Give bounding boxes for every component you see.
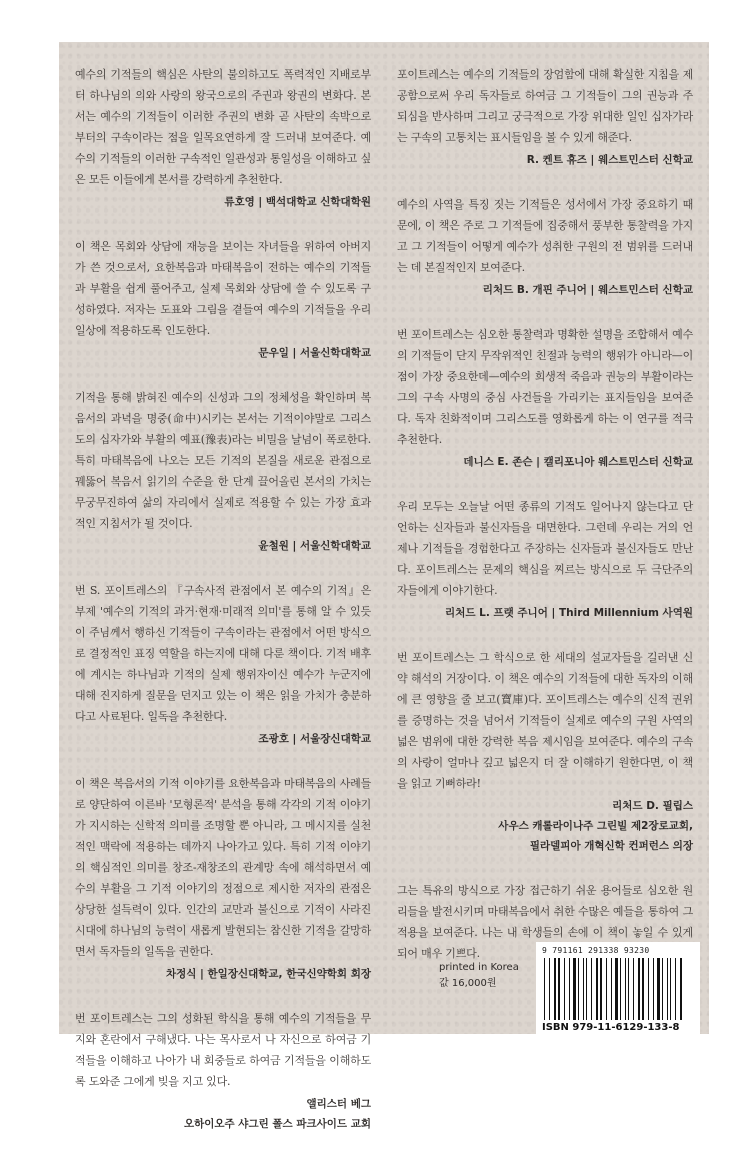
attribution-line: 조광호 | 서울장신대학교: [258, 733, 371, 745]
attribution-line: 데니스 E. 존슨 | 캘리포니아 웨스트민스터 신학교: [463, 456, 693, 468]
attribution-line: 필라델피아 개혁신학 컨퍼런스 의장: [529, 840, 693, 852]
review-text: 번 포이트레스는 심오한 통찰력과 명확한 설명을 조합해서 예수의 기적들이 단지 무작위적인 친절과 능력의 행위가 아니라—이 점이 가장 중요한데—예수의 희생적 죽음과 권능의 부활이라는 그의 구속 사명의 중심 사건들을 가리키는 표지들임을 보여준다. 독자 친화적이며 그리스도를 영화롭게 하는 이 연구를 적극 추천한다.: [397, 328, 693, 446]
reviews-left-column: [75, 64, 371, 1158]
review-text: 그는 특유의 방식으로 가장 접근하기 쉬운 용어들로 심오한 원리들을 발전시키며 마태복음에서 취한 수많은 예들을 통하여 그 적용을 보여준다. 나는 내 학생들의 손에 이 책이 놓일 수 있게 되어 매우 기쁘다.: [397, 884, 693, 960]
review-text: 이 책은 목회와 상담에 재능을 보이는 자녀들을 위하여 아버지가 쓴 것으로서, 요한복음과 마태복음이 전하는 예수의 기적들과 부활을 쉽게 풀어주고, 실제 목회와 상담에 쓸 수 있도록 구성하였다. 저자는 도표와 그림을 곁들여 예수의 기적들을 우리 일상에 적용하도록 인도한다.: [75, 240, 371, 337]
attribution-line: R. 켄트 휴즈 | 웨스트민스터 신학교: [526, 154, 693, 166]
reviews-right-column: [397, 64, 693, 1010]
printed-in-label: printed in Korea: [439, 962, 519, 973]
attribution-line: 리처드 L. 프랫 주니어 | Third Millennium 사역원: [445, 607, 693, 619]
review-block: [397, 64, 693, 170]
review-block: [397, 647, 693, 856]
review-block: [75, 387, 371, 556]
attribution-line: 류호영 | 백석대학교 신학대학원: [224, 196, 371, 208]
review-attribution: [397, 280, 693, 300]
price-label: 값 16,000원: [439, 978, 497, 989]
review-attribution: [397, 603, 693, 623]
review-text: 기적을 통해 밝혀진 예수의 신성과 그의 정체성을 확인하며 복음서의 과녁을 명중(命中)시키는 본서는 기적이야말로 그리스도의 십자가와 부활의 예표(豫表)라는 비밀을 날넘이 폭로한다. 특히 마태복음에 나오는 모든 기적의 본질을 새로운 관점으로 꿰뚫어 복음서 읽기의 수준을 한 단계 끌어올린 본서의 가치는 무궁무진하여 삶의 자리에서 실제로 적용할 수 있는 가장 효과적인 지침서가 될 것이다.: [75, 391, 371, 530]
attribution-line: 리처드 B. 개핀 주니어 | 웨스트민스터 신학교: [482, 284, 693, 296]
barcode-digits: 9 791161 291338 93230: [542, 946, 650, 955]
attribution-line: 오하이오주 샤그린 폴스 파크사이드 교회: [183, 1118, 371, 1130]
review-block: [397, 194, 693, 300]
review-block: [397, 324, 693, 472]
isbn-text: ISBN 979-11-6129-133-8: [542, 1022, 680, 1033]
attribution-line: 사우스 캐롤라이나주 그린빌 제2장로교회,: [498, 820, 693, 832]
review-text: 번 포이트레스는 그 학식으로 한 세대의 설교자들을 길러낸 신약 해석의 거장이다. 이 책은 예수의 기적들에 대한 독자의 이해에 큰 영향을 줄 보고(寶庫)다. 포이트레스는 예수의 신적 권위를 증명하는 것을 넘어서 기적들이 실제로 예수의 구원 사역의 넓은 범위에 대한 강력한 복음 제시임을 보여준다. 예수의 구속의 사랑이 얼마나 깊고 넓은지 더 잘 이해하기 원한다면, 이 책을 읽고 기뻐하라!: [397, 651, 693, 790]
attribution-line: 윤철원 | 서울신학대학교: [258, 540, 371, 552]
review-block: [75, 1008, 371, 1134]
review-text: 번 S. 포이트레스의 『구속사적 관점에서 본 예수의 기적』은 부제 '예수의 기적의 과거·현재·미래적 의미'를 통해 알 수 있듯이 주님께서 행하신 기적들이 구속이라는 관점에서 어떤 방식으로 결정적인 표징 역할을 하는지에 대해 다룬 책이다. 기적 배후에 계시는 하나님과 기적의 실제 행위자이신 예수가 누군지에 대해 진지하게 질문을 던지고 있는 이 책은 읽을 가치가 충분하다고 사료된다. 일독을 추천한다.: [75, 584, 371, 723]
review-attribution: [75, 1094, 371, 1134]
review-block: [397, 496, 693, 623]
review-block: [75, 64, 371, 212]
barcode-block: [536, 942, 700, 1038]
review-text: 포이트레스는 예수의 기적들의 장엄함에 대해 확실한 지침을 제공함으로써 우리 독자들로 하여금 그 기적들이 그의 권능과 주되심을 반사하며 그리고 궁극적으로 가장 위대한 일인 십자가라는 구속의 고통치는 표시들임을 볼 수 있게 해준다.: [397, 68, 693, 144]
review-attribution: [75, 729, 371, 749]
print-info: [439, 960, 519, 992]
barcode-image: [542, 958, 694, 1020]
review-block: [75, 236, 371, 363]
cover-panel: [59, 42, 709, 1130]
review-attribution: [75, 536, 371, 556]
review-attribution: [397, 150, 693, 170]
review-text: 이 책은 복음서의 기적 이야기를 요한복음과 마태복음의 사례들로 양단하여 이른바 '모형론적' 분석을 통해 각각의 기적 이야기가 지시하는 신학적 의미를 조명할 뿐 아니라, 그 메시지를 실천적인 맥락에 적용하는 데까지 나아가고 있다. 특히 기적 이야기의 핵심적인 의미를 창조-재창조의 관계망 속에 해석하면서 예수의 부활을 그 기적 이야기의 정점으로 제시한 저자의 관점은 상당한 설득력이 있다. 인간의 교만과 불신으로 기적이 사라진 시대에 하나님의 능력이 새롭게 발현되는 참신한 기적을 갈망하면서 독자들의 일독을 권한다.: [75, 777, 371, 958]
review-attribution: [75, 343, 371, 363]
review-block: [75, 773, 371, 984]
review-attribution: [397, 452, 693, 472]
review-attribution: [397, 796, 693, 856]
review-text: 우리 모두는 오늘날 어떤 종류의 기적도 일어나지 않는다고 단언하는 신자들과 불신자들을 대면한다. 그런데 우리는 거의 언제나 기적들을 경험한다고 주장하는 신자들과 불신자들도 만난다. 포이트레스는 문제의 핵심을 찌르는 방식으로 두 극단주의자들에게 이야기한다.: [397, 500, 693, 597]
review-block: [75, 580, 371, 749]
attribution-line: 문우일 | 서울신학대학교: [258, 347, 371, 359]
attribution-line: 앨리스터 베그: [306, 1098, 371, 1110]
review-attribution: [75, 192, 371, 212]
review-text: 번 포이트레스는 그의 성화된 학식을 통해 예수의 기적들을 무지와 혼란에서 구해냈다. 나는 목사로서 나 자신으로 하여금 기적들을 이해하고 나아가 내 회중들로 하여금 기적들을 이해하도록 도와준 그에게 빚을 지고 있다.: [75, 1012, 371, 1088]
review-attribution: [75, 964, 371, 984]
attribution-line: 차정식 | 한일장신대학교, 한국신약학회 회장: [165, 968, 371, 980]
review-text: 예수의 사역을 특징 짓는 기적들은 성서에서 가장 중요하기 때문에, 이 책은 주로 그 기적들에 집중해서 풍부한 통찰력을 가지고 그 기적들이 어떻게 예수가 성취한 구원의 전 범위를 드러내는 데 본질적인지 보여준다.: [397, 198, 693, 274]
attribution-line: 리처드 D. 필립스: [612, 800, 693, 812]
review-text: 예수의 기적들의 핵심은 사탄의 불의하고도 폭력적인 지배로부터 하나님의 의와 사랑의 왕국으로의 주권과 왕권의 변화다. 본서는 예수의 기적들이 이러한 주권의 변화 곧 사탄의 속박으로부터의 구속이라는 점을 일목요연하게 잘 드러내 보여준다. 예수의 기적들의 이러한 구속적인 일관성과 통일성을 이해하고 싶은 모든 이들에게 본서를 강력하게 추천한다.: [75, 68, 371, 186]
